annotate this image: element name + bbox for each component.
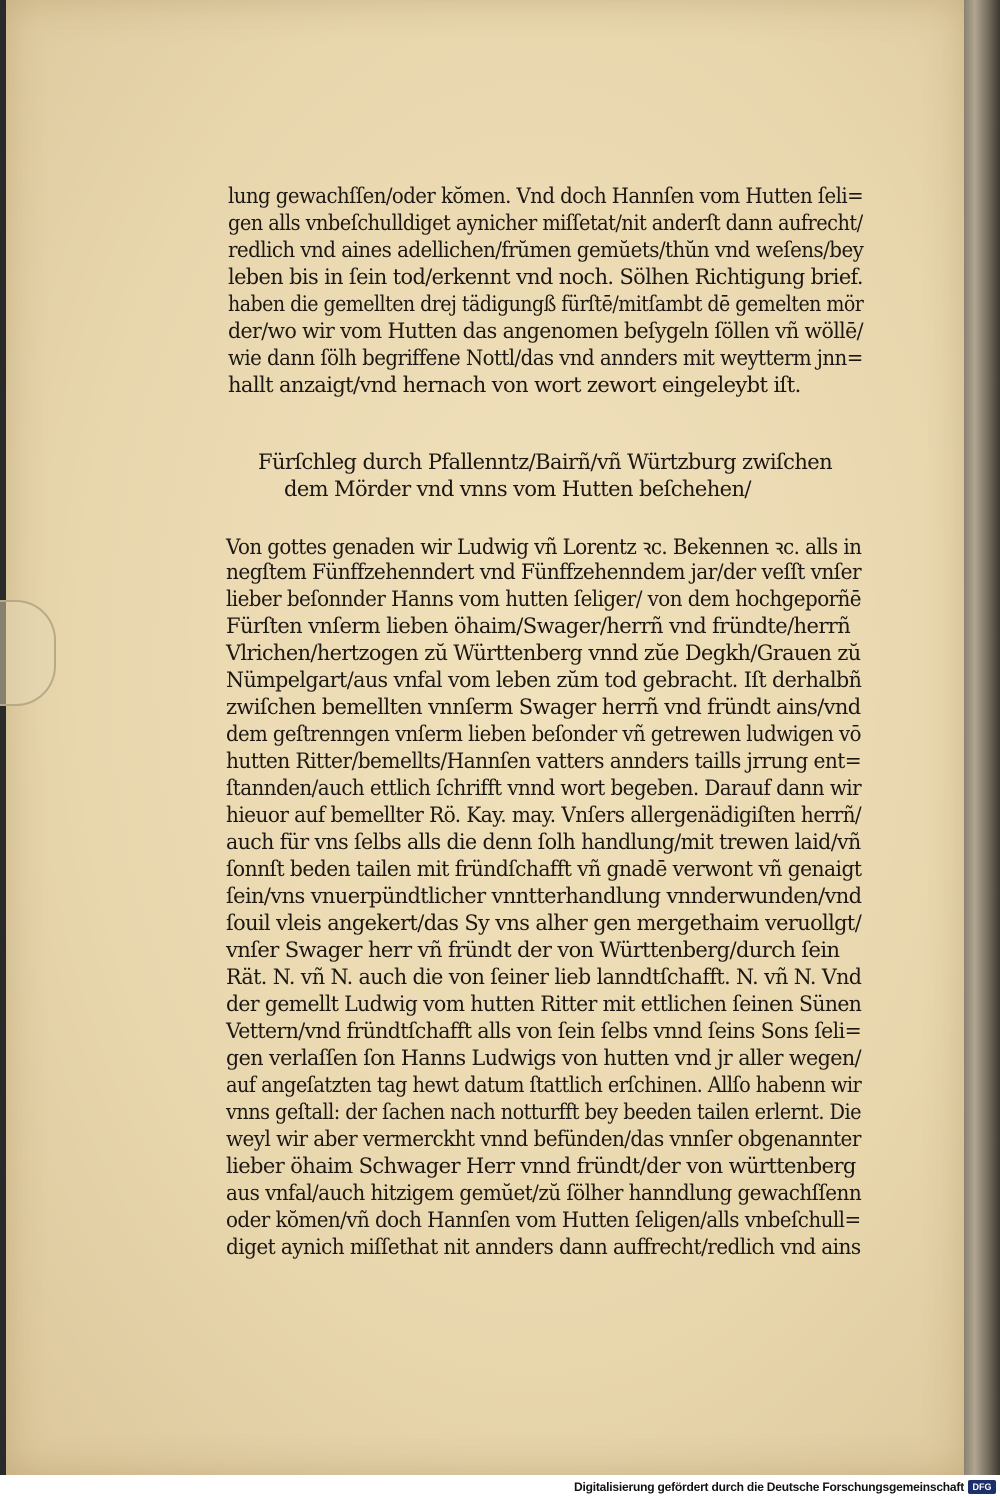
text-line: vnns geſtall: der ſachen nach notturfft bey beeden tailen erlernt. Die bbox=[226, 1100, 861, 1124]
text-line: weyl wir aber vermerckht vnnd befünden/das vnnſer obgenannter bbox=[226, 1127, 861, 1151]
text-line: lung gewachſſen/oder kŏmen. Vnd doch Hannſen vom Hutten ſeli= bbox=[228, 184, 864, 208]
book-page bbox=[6, 0, 964, 1475]
text-line: hutten Ritter/bemellts/Hannſen vatters annders taills jrrung ent= bbox=[226, 749, 862, 773]
text-line: diget aynich miſſethat nit annders dann auffrecht/redlich vnd ains bbox=[226, 1235, 861, 1259]
text-line: ſouil vleis angekert/das Sy vns alher gen mergethaim veruollgt/ bbox=[226, 911, 862, 935]
text-line: redlich vnd aines adellichen/frŭmen gemŭets/thŭn vnd weſens/bey bbox=[228, 238, 864, 262]
text-line: Rät. N. vñ N. auch die von ſeiner lieb lanndtſchafft. N. vñ N. Vnd bbox=[226, 965, 862, 989]
text-line: Nümpelgart/aus vnfal vom leben zŭm tod gebracht. Iſt derhalbñ bbox=[226, 668, 862, 692]
page-stack-edge bbox=[964, 0, 1000, 1475]
text-line: Von gottes genaden wir Ludwig vñ Lorentz ꝛc. Bekennen ꝛc. alls in bbox=[226, 535, 862, 559]
funding-notice: Digitalisierung gefördert durch die Deutsche Forschungsgemeinschaft bbox=[573, 1480, 964, 1494]
text-line: der gemellt Ludwig vom hutten Ritter mit ettlichen ſeinen Sünen bbox=[226, 992, 862, 1016]
dfg-logo-icon: DFG bbox=[968, 1480, 996, 1494]
text-line: ſonnſt beden tailen mit fründſchafft vñ gnadē verwont vñ genaigt bbox=[226, 857, 862, 881]
text-line: haben die gemellten drej tädigungß fürſtē/mitſambt dē gemelten mör bbox=[228, 292, 864, 316]
text-line: lieber öhaim Schwager Herr vnnd fründt/der von württenberg bbox=[226, 1154, 856, 1178]
text-line: der/wo wir vom Hutten das angenomen beſygeln ſöllen vñ wöllē/ bbox=[228, 319, 863, 343]
paper-clip-mark bbox=[0, 600, 56, 706]
text-line: vnſer Swager herr vñ fründt der von Württenberg/durch ſein bbox=[226, 938, 840, 962]
text-line: wie dann ſölh begriffene Nottl/das vnd annders mit weytterm jnn= bbox=[228, 346, 863, 370]
text-line: zwiſchen bemellten vnnſerm Swager herrñ vnd fründt ains/vnd bbox=[226, 695, 861, 719]
heading-line: Fürſchleg durch Pfallenntz/Bairñ/vñ Würtzburg zwiſchen bbox=[258, 450, 832, 474]
text-line: Fürſten vnſerm lieben öhaim/Swager/herrñ vnd fründte/herrñ bbox=[226, 614, 851, 638]
text-line: gen alls vnbeſchulldiget aynicher miſſetat/nit anderſt dann aufrecht/ bbox=[228, 211, 863, 235]
text-line: lieber beſonnder Hanns vom hutten ſeliger/ von dem hochgeporñē bbox=[226, 587, 862, 611]
text-line: dem geſtrenngen vnſerm lieben beſonder vñ getrewen ludwigen vō bbox=[226, 722, 861, 746]
text-line: ſtannden/auch ettlich ſchrifft vnnd wort begeben. Darauf dann wir bbox=[226, 776, 862, 800]
text-line: leben bis in ſein tod/erkennt vnd noch. Sölhen Richtigung brief. bbox=[228, 265, 863, 289]
text-line: auf angeſatzten tag hewt datum ſtattlich erſchinen. Allſo habenn wir bbox=[226, 1073, 862, 1097]
text-line: gen verlaſſen ſon Hanns Ludwigs von hutten vnd jr aller wegen/ bbox=[226, 1046, 862, 1070]
text-line: oder kŏmen/vñ doch Hannſen vom Hutten ſeligen/alls vnbeſchull= bbox=[226, 1208, 861, 1232]
text-line: hieuor auf bemellter Rö. Kay. may. Vnſers allergenädigiſten herrñ/ bbox=[226, 803, 862, 827]
heading-line: dem Mörder vnd vnns vom Hutten beſchehen/ bbox=[284, 477, 751, 501]
text-line: aus vnfal/auch hitzigem gemŭet/zŭ ſölher hanndlung gewachſſenn bbox=[226, 1181, 862, 1205]
text-line: Vettern/vnd fründtſchafft alls von ſein ſelbs vnnd ſeins Sons ſeli= bbox=[226, 1019, 862, 1043]
text-line: ſein/vns vnuerpündtlicher vnntterhandlung vnnderwunden/vnd bbox=[226, 884, 862, 908]
text-line: auch für vns ſelbs alls die denn ſolh handlung/mit trewen laid/vñ bbox=[226, 830, 861, 854]
text-line: negſtem Fünffzehenndert vnd Fünffzehenndem jar/der veſſt vnſer bbox=[226, 560, 862, 584]
footer-bar bbox=[0, 1475, 1000, 1500]
text-line: hallt anzaigt/vnd hernach von wort zewort eingeleybt iſt. bbox=[228, 373, 801, 397]
text-line: Vlrichen/hertzogen zŭ Württenberg vnnd zŭe Degkh/Grauen zŭ bbox=[226, 641, 861, 665]
